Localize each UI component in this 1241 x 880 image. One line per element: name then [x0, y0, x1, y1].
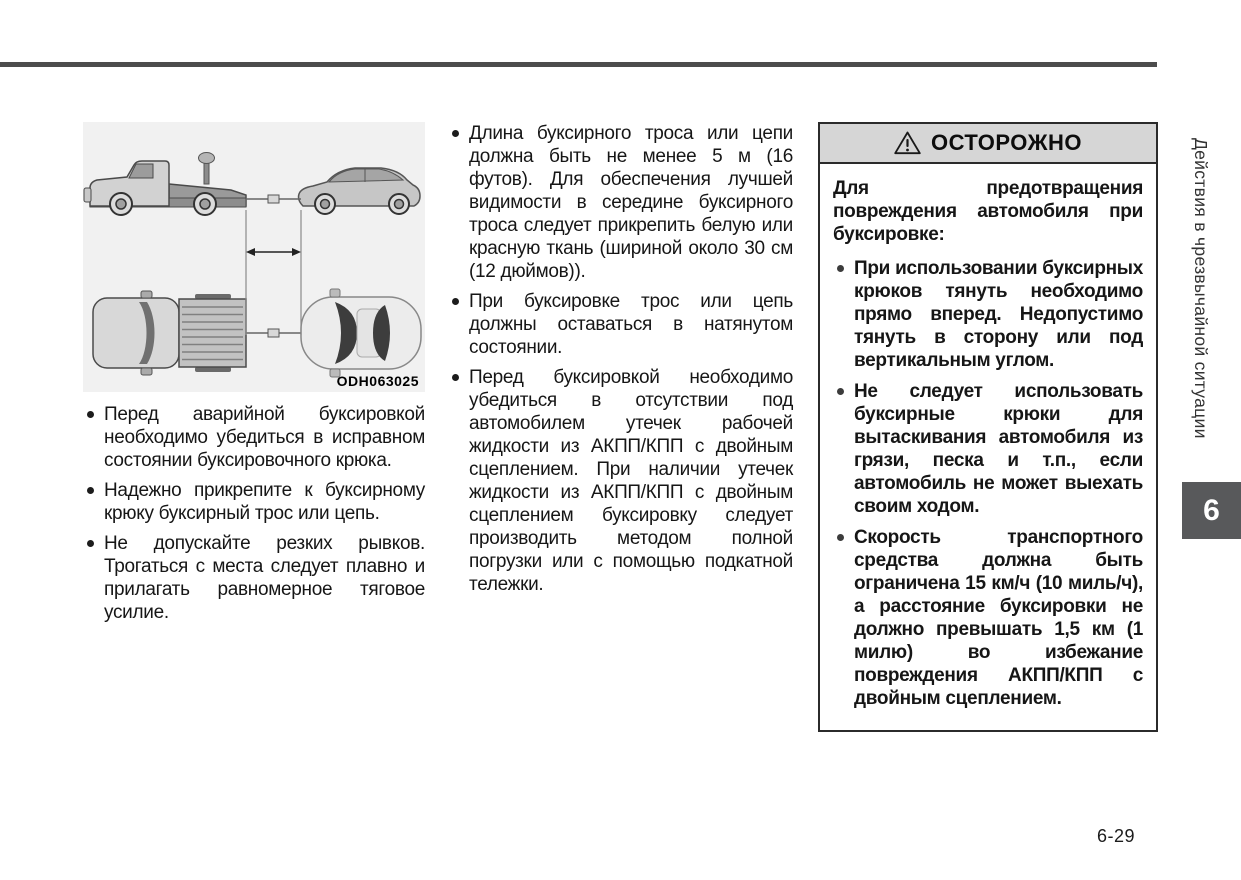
warning-box	[818, 122, 1158, 732]
page-number: 6-29	[1096, 826, 1135, 846]
bullet-icon	[87, 540, 94, 547]
bullet-icon	[837, 265, 844, 272]
warning-intro: Для предотвращения повреждения автомобиля при буксировке:	[833, 178, 1143, 245]
tow-rope-top	[246, 329, 301, 337]
warning-triangle-icon	[894, 131, 921, 155]
towing-distance-illustration	[83, 122, 425, 392]
left-bullet-list	[83, 403, 425, 624]
tow-truck-top-view	[93, 291, 246, 375]
list-item-text: Перед буксировкой необходимо убедиться в отсутствии под автомобилем утечек рабочей жидкости из АКПП/КПП с двойным сцеплением. При наличии утечек жидкости из АКПП/КПП с двойным сцеплением буксировку следует производить методом полной погрузки или с помощью подкатной тележки.	[469, 367, 793, 595]
middle-column	[448, 122, 793, 603]
header-rule	[0, 62, 1157, 67]
towing-figure-panel	[83, 122, 425, 392]
list-item-text: Надежно прикрепите к буксирному крюку буксирный трос или цепь.	[104, 480, 425, 524]
figure-code: ODH063025	[336, 373, 419, 389]
list-item-text: Длина буксирного троса или цепи должна быть не менее 5 м (16 футов). Для обеспечения лучшей видимости в середине буксирного троса следует прикрепить белую или красную ткань (шириной около 30 см (12 дюймов)).	[469, 123, 793, 282]
list-item	[448, 366, 793, 596]
bullet-icon	[837, 534, 844, 541]
bullet-icon	[452, 374, 459, 381]
left-column	[83, 122, 425, 631]
list-item	[448, 122, 793, 283]
list-item	[83, 479, 425, 525]
tow-truck-side-view	[84, 153, 246, 216]
list-item-text: При использовании буксирных крюков тянуть необходимо прямо вперед. Недопустимо тянуть в сторону или под вертикальным углом.	[854, 258, 1143, 371]
warning-title: ОСТОРОЖНО	[930, 130, 1083, 155]
list-item	[833, 380, 1143, 518]
bullet-icon	[837, 388, 844, 395]
towed-car-side-view	[299, 168, 421, 214]
towed-car-top-view	[301, 289, 421, 377]
warning-header	[820, 124, 1156, 164]
list-item	[448, 290, 793, 359]
bullet-icon	[87, 411, 94, 418]
list-item-text: При буксировке трос или цепь должны оставаться в натянутом состоянии.	[469, 291, 793, 358]
distance-arrow	[246, 210, 301, 335]
list-item-text: Не допускайте резких рывков. Трогаться с места следует плавно и прилагать равномерное тяговое усилие.	[104, 533, 425, 623]
warning-bullet-list	[833, 257, 1143, 710]
list-item	[83, 403, 425, 472]
list-item-text: Не следует использовать буксирные крюки для вытаскивания автомобиля из грязи, песка и т.п., если автомобиль не может выехать своим ходом.	[854, 381, 1143, 517]
list-item	[833, 526, 1143, 710]
warning-body	[820, 164, 1156, 730]
list-item	[83, 532, 425, 624]
list-item	[833, 257, 1143, 372]
bullet-icon	[452, 298, 459, 305]
bullet-icon	[452, 130, 459, 137]
middle-bullet-list	[448, 122, 793, 596]
list-item-text: Скорость транспортного средства должна быть ограничена 15 км/ч (10 миль/ч), а расстояние буксировки не должно превышать 1,5 км (1 милю) во избежание повреждения АКПП/КПП с двойным сцеплением.	[854, 527, 1143, 709]
chapter-tab: 6	[1182, 482, 1241, 539]
right-column	[818, 122, 1158, 732]
bullet-icon	[87, 487, 94, 494]
list-item-text: Перед аварийной буксировкой необходимо убедиться в исправном состоянии буксировочного крюка.	[104, 404, 425, 471]
tow-rope-side	[246, 195, 301, 203]
chapter-sidebar-title: Действия в чрезвычайной ситуации	[1191, 138, 1211, 439]
